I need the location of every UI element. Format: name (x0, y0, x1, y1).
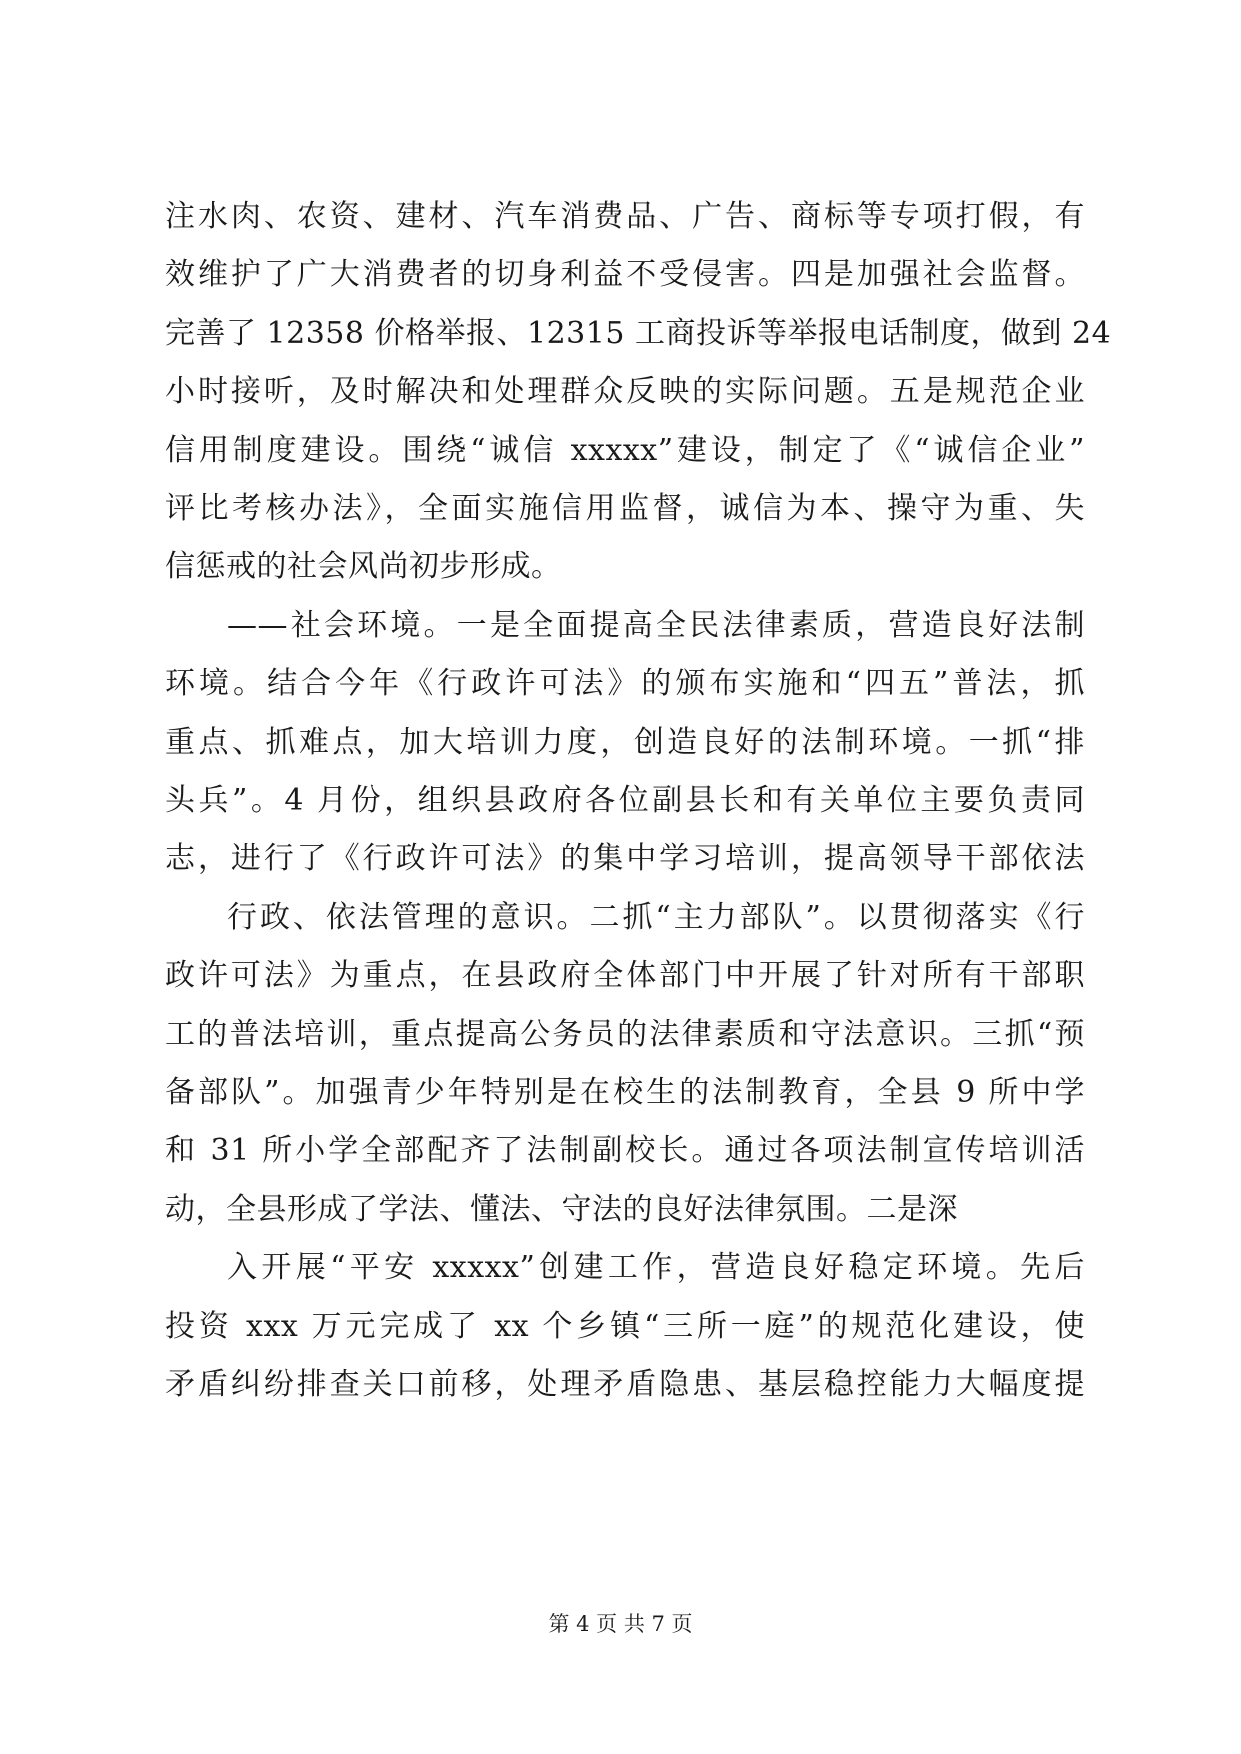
text-line: 小时接听，及时解决和处理群众反映的实际问题。五是规范企业 (165, 374, 1085, 410)
text-line: ——社会环境。一是全面提高全民法律素质，营造良好法制 (227, 607, 1085, 643)
text-line: 完善了 12358 价格举报、12315 工商投诉等举报电话制度，做到 24 (165, 315, 1112, 351)
text-line: 注水肉、农资、建材、汽车消费品、广告、商标等专项打假，有 (165, 199, 1085, 234)
text-line: 投资 xxx 万元完成了 xx 个乡镇“三所一庭”的规范化建设，使 (165, 1308, 1085, 1344)
text-line: 信用制度建设。围绕“诚信 xxxxx”建设，制定了《“诚信企业” (165, 432, 1085, 468)
text-line: 环境。结合今年《行政许可法》的颁布实施和“四五”普法，抓 (165, 666, 1085, 702)
text-line: 志，进行了《行政许可法》的集中学习培训，提高领导干部依法 (165, 841, 1085, 877)
text-line: 动，全县形成了学法、懂法、守法的良好法律氛围。二是深 (165, 1191, 958, 1227)
text-line: 重点、抓难点，加大培训力度，创造良好的法制环境。一抓“排 (165, 724, 1085, 760)
text-line: 工的普法培训，重点提高公务员的法律素质和守法意识。三抓“预 (165, 1016, 1085, 1052)
text-line: 效维护了广大消费者的切身利益不受侵害。四是加强社会监督。 (165, 257, 1085, 293)
text-line: 行政、依法管理的意识。二抓“主力部队”。以贯彻落实《行 (227, 899, 1085, 935)
text-line: 评比考核办法》，全面实施信用监督，诚信为本、操守为重、失 (165, 491, 1085, 526)
text-line: 矛盾纠纷排查关口前移，处理矛盾隐患、基层稳控能力大幅度提 (165, 1367, 1085, 1402)
text-line: 头兵”。4 月份，组织县政府各位副县长和有关单位主要负责同 (165, 783, 1085, 818)
text-line: 备部队”。加强青少年特别是在校生的法制教育，全县 9 所中学 (165, 1075, 1085, 1110)
page-footer: 第 4 页 共 7 页 (548, 1612, 693, 1636)
text-line: 信惩戒的社会风尚初步形成。 (165, 549, 562, 585)
text-line: 政许可法》为重点，在县政府全体部门中开展了针对所有干部职 (165, 958, 1085, 994)
text-line: 和 31 所小学全部配齐了法制副校长。通过各项法制宣传培训活 (165, 1133, 1085, 1169)
text-line: 入开展“平安 xxxxx”创建工作，营造良好稳定环境。先后 (227, 1250, 1085, 1286)
